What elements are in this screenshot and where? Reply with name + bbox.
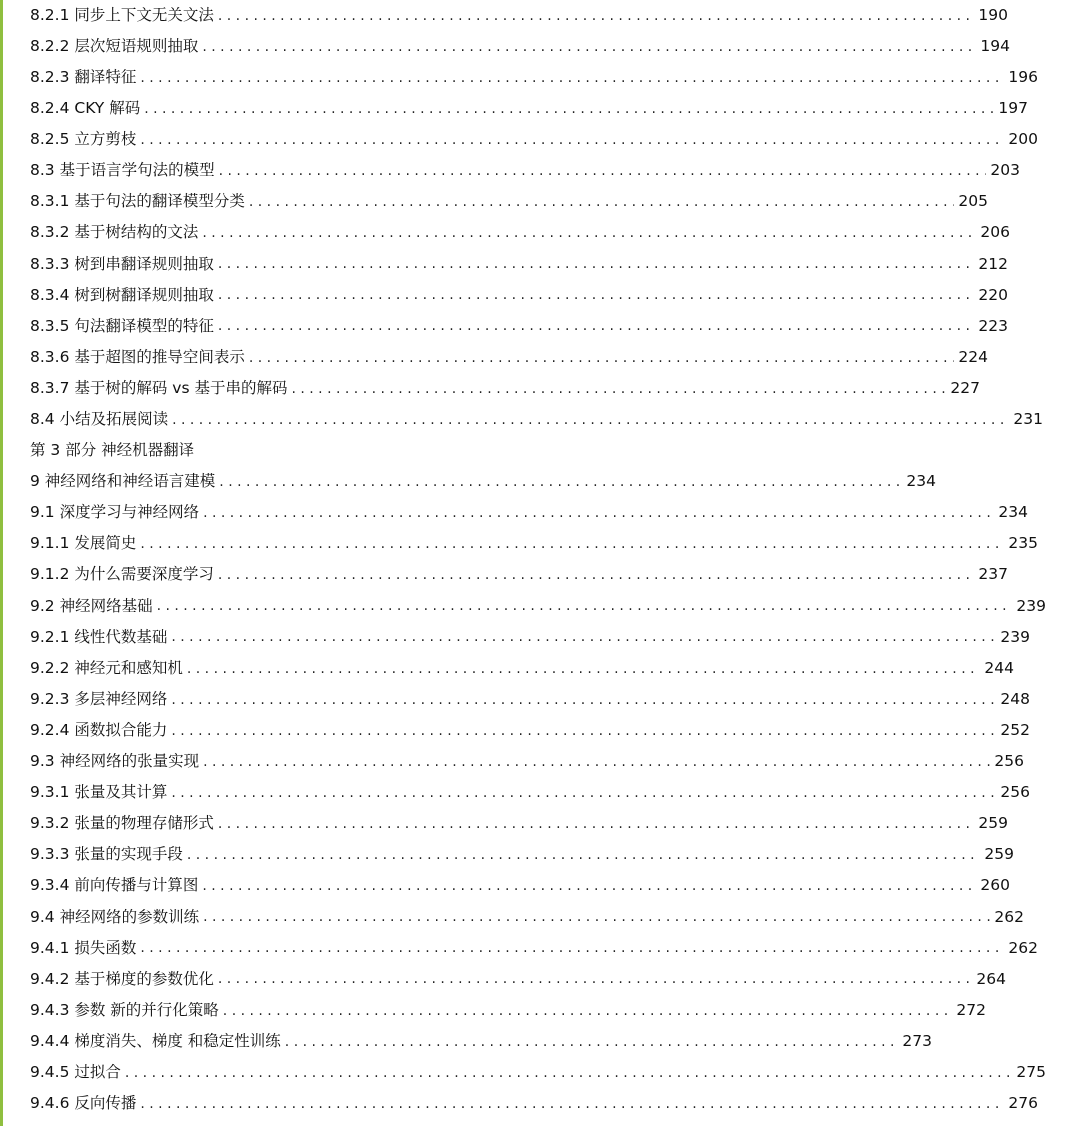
toc-entry[interactable] (30, 342, 988, 373)
toc-entry-title: 9.3.4 前向传播与计算图 (30, 876, 199, 895)
toc-leader-dots (218, 9, 975, 23)
toc-entry-page-number: 275 (1016, 1062, 1046, 1081)
toc-leader-dots (219, 475, 902, 489)
toc-entry-title: 9.4.1 损失函数 (30, 938, 137, 957)
toc-entry-title: 8.2.2 层次短语规则抽取 (30, 36, 199, 55)
toc-leader-dots (187, 848, 981, 862)
toc-entry-title: 8.3.4 树到树翻译规则抽取 (30, 285, 214, 304)
toc-entry-page-number: 239 (1016, 596, 1046, 615)
toc-entry[interactable] (30, 1026, 932, 1057)
toc-entry-page-number: 239 (1000, 627, 1030, 646)
toc-entry-title: 8.2.3 翻译特征 (30, 67, 137, 86)
toc-entry[interactable] (30, 218, 1010, 249)
toc-entry-title: 8.3.2 基于树结构的文法 (30, 223, 199, 242)
toc-entry[interactable] (30, 62, 1038, 93)
toc-entry-title: 8.2.5 立方剪枝 (30, 130, 137, 149)
toc-entry-page-number: 206 (980, 223, 1010, 242)
toc-entry[interactable] (30, 591, 1046, 622)
left-margin-rule (0, 0, 3, 1126)
toc-entry-page-number: 259 (984, 845, 1014, 864)
toc-leader-dots (140, 71, 1004, 85)
toc-leader-dots (218, 817, 975, 831)
toc-entry-page-number: 212 (978, 254, 1008, 273)
toc-entry-title: 9.2.4 函数拟合能力 (30, 720, 168, 739)
toc-leader-dots (203, 910, 990, 924)
toc-entry[interactable] (30, 498, 1028, 529)
toc-entry-page-number: 256 (994, 752, 1024, 771)
toc-entry-page-number: 235 (1008, 534, 1038, 553)
toc-entry[interactable] (30, 715, 1030, 746)
toc-entry-page-number: 260 (980, 876, 1010, 895)
toc-entry-page-number: 231 (1013, 410, 1043, 429)
toc-entry-title: 9.2 神经网络基础 (30, 596, 153, 615)
toc-entry-page-number: 203 (990, 161, 1020, 180)
toc-entry[interactable] (30, 995, 986, 1026)
toc-entry[interactable] (30, 964, 1006, 995)
toc-entry-title: 9.4.5 过拟合 (30, 1062, 121, 1081)
toc-leader-dots (187, 662, 981, 676)
toc-entry-page-number: 190 (978, 5, 1008, 24)
toc-entry-page-number: 259 (978, 814, 1008, 833)
toc-entry[interactable] (30, 373, 980, 404)
toc-entry-page-number: 205 (958, 192, 988, 211)
toc-entry[interactable] (30, 684, 1030, 715)
toc-entry[interactable] (30, 1057, 1046, 1088)
toc-entry-page-number: 220 (978, 285, 1008, 304)
toc-entry-title: 9.3.3 张量的实现手段 (30, 845, 183, 864)
toc-entry-title: 8.3.5 句法翻译模型的特征 (30, 316, 214, 335)
toc-entry[interactable] (30, 777, 1030, 808)
toc-entry-title: 8.2.1 同步上下文无关文法 (30, 5, 214, 24)
toc-leader-dots (202, 226, 976, 240)
toc-leader-dots (140, 1097, 1004, 1111)
toc-entry[interactable] (30, 311, 1008, 342)
toc-entry[interactable] (30, 280, 1008, 311)
toc-entry-title: 9.4.4 梯度消失、梯度 和稳定性训练 (30, 1031, 281, 1050)
toc-entry-title: 9.4.3 参数 新的并行化策略 (30, 1000, 219, 1019)
toc-entry-page-number: 227 (950, 378, 980, 397)
toc-leader-dots (218, 319, 975, 333)
toc-entry-page-number: 272 (956, 1000, 986, 1019)
toc-leader-dots (171, 724, 996, 738)
toc-entry-title: 9.2.1 线性代数基础 (30, 627, 168, 646)
toc-leader-dots (203, 755, 990, 769)
toc-entry[interactable] (30, 93, 1028, 124)
toc-entry-page-number: 223 (978, 316, 1008, 335)
toc-entry[interactable] (30, 124, 1038, 155)
toc-entry-page-number: 262 (1008, 938, 1038, 957)
toc-leader-dots (249, 195, 955, 209)
toc-entry-title: 9.3.2 张量的物理存储形式 (30, 814, 214, 833)
toc-entry-title: 9.1.1 发展简史 (30, 534, 137, 553)
toc-leader-dots (218, 972, 973, 986)
toc-leader-dots (203, 506, 994, 520)
toc-entry[interactable] (30, 529, 1038, 560)
toc-leader-dots (249, 351, 955, 365)
toc-entry-title: 8.3 基于语言学句法的模型 (30, 161, 215, 180)
toc-entry[interactable] (30, 622, 1030, 653)
toc-entry-page-number: 262 (994, 907, 1024, 926)
toc-leader-dots (223, 1004, 953, 1018)
toc-entry-title: 8.4 小结及拓展阅读 (30, 410, 169, 429)
toc-entry[interactable] (30, 31, 1010, 62)
toc-leader-dots (171, 786, 996, 800)
toc-entry-page-number: 234 (906, 472, 936, 491)
toc-entry-title: 9.1.2 为什么需要深度学习 (30, 565, 214, 584)
toc-entry[interactable] (30, 249, 1008, 280)
toc-entry-title: 9.1 深度学习与神经网络 (30, 503, 200, 522)
toc-entry-page-number: 234 (998, 503, 1028, 522)
toc-entry-page-number: 248 (1000, 689, 1030, 708)
toc-leader-dots (125, 1066, 1013, 1080)
toc-leader-dots (218, 568, 975, 582)
toc-leader-dots (140, 133, 1004, 147)
toc-leader-dots (140, 941, 1004, 955)
toc-entry-title: 8.2.4 CKY 解码 (30, 99, 141, 118)
toc-entry[interactable] (30, 933, 1038, 964)
toc-entry-page-number: 237 (978, 565, 1008, 584)
toc-entry[interactable] (30, 808, 1008, 839)
toc-entry-title: 9.4.2 基于梯度的参数优化 (30, 969, 214, 988)
toc-entry-title: 9.2.3 多层神经网络 (30, 689, 168, 708)
toc-entry-page-number: 244 (984, 658, 1014, 677)
toc-entry-title: 9.2.2 神经元和感知机 (30, 658, 183, 677)
toc-entry[interactable] (30, 871, 1010, 902)
toc-leader-dots (218, 257, 975, 271)
table-of-contents (30, 0, 1070, 1119)
toc-leader-dots (157, 599, 1013, 613)
toc-entry[interactable] (30, 187, 988, 218)
toc-entry[interactable] (30, 404, 1043, 435)
toc-leader-dots (171, 630, 996, 644)
toc-entry-title: 9.4.6 反向传播 (30, 1094, 137, 1113)
toc-entry-page-number: 256 (1000, 783, 1030, 802)
toc-leader-dots (219, 164, 987, 178)
toc-entry[interactable] (30, 0, 1008, 31)
toc-entry[interactable] (30, 1088, 1038, 1119)
toc-entry-title: 8.3.3 树到串翻译规则抽取 (30, 254, 214, 273)
toc-entry-page-number: 200 (1008, 130, 1038, 149)
toc-entry[interactable] (30, 466, 936, 497)
toc-entry-title: 9.3.1 张量及其计算 (30, 783, 168, 802)
toc-entry-title: 8.3.7 基于树的解码 vs 基于串的解码 (30, 378, 288, 397)
toc-part-heading (30, 435, 1070, 466)
toc-entry-page-number: 224 (958, 347, 988, 366)
toc-entry[interactable] (30, 746, 1024, 777)
toc-entry-page-number: 197 (998, 99, 1028, 118)
toc-entry-title: 8.3.1 基于句法的翻译模型分类 (30, 192, 245, 211)
toc-entry-title: 9 神经网络和神经语言建模 (30, 472, 216, 491)
toc-entry-page-number: 273 (902, 1031, 932, 1050)
toc-entry-title: 第 3 部分 神经机器翻译 (30, 441, 195, 460)
toc-leader-dots (218, 288, 975, 302)
toc-entry[interactable] (30, 560, 1008, 591)
toc-entry[interactable] (30, 902, 1024, 933)
toc-leader-dots (202, 879, 976, 893)
toc-leader-dots (202, 40, 976, 54)
toc-entry-title: 8.3.6 基于超图的推导空间表示 (30, 347, 245, 366)
toc-entry-page-number: 276 (1008, 1094, 1038, 1113)
toc-leader-dots (171, 693, 996, 707)
toc-entry-page-number: 252 (1000, 720, 1030, 739)
toc-leader-dots (140, 537, 1004, 551)
toc-entry-title: 9.3 神经网络的张量实现 (30, 752, 200, 771)
toc-entry-page-number: 194 (980, 36, 1010, 55)
toc-leader-dots (285, 1035, 899, 1049)
toc-entry-page-number: 264 (976, 969, 1006, 988)
toc-leader-dots (291, 382, 946, 396)
toc-leader-dots (144, 102, 994, 116)
toc-entry-page-number: 196 (1008, 67, 1038, 86)
toc-entry[interactable] (30, 155, 1020, 186)
toc-entry[interactable] (30, 840, 1014, 871)
toc-entry[interactable] (30, 653, 1014, 684)
toc-leader-dots (172, 413, 1009, 427)
toc-entry-title: 9.4 神经网络的参数训练 (30, 907, 200, 926)
